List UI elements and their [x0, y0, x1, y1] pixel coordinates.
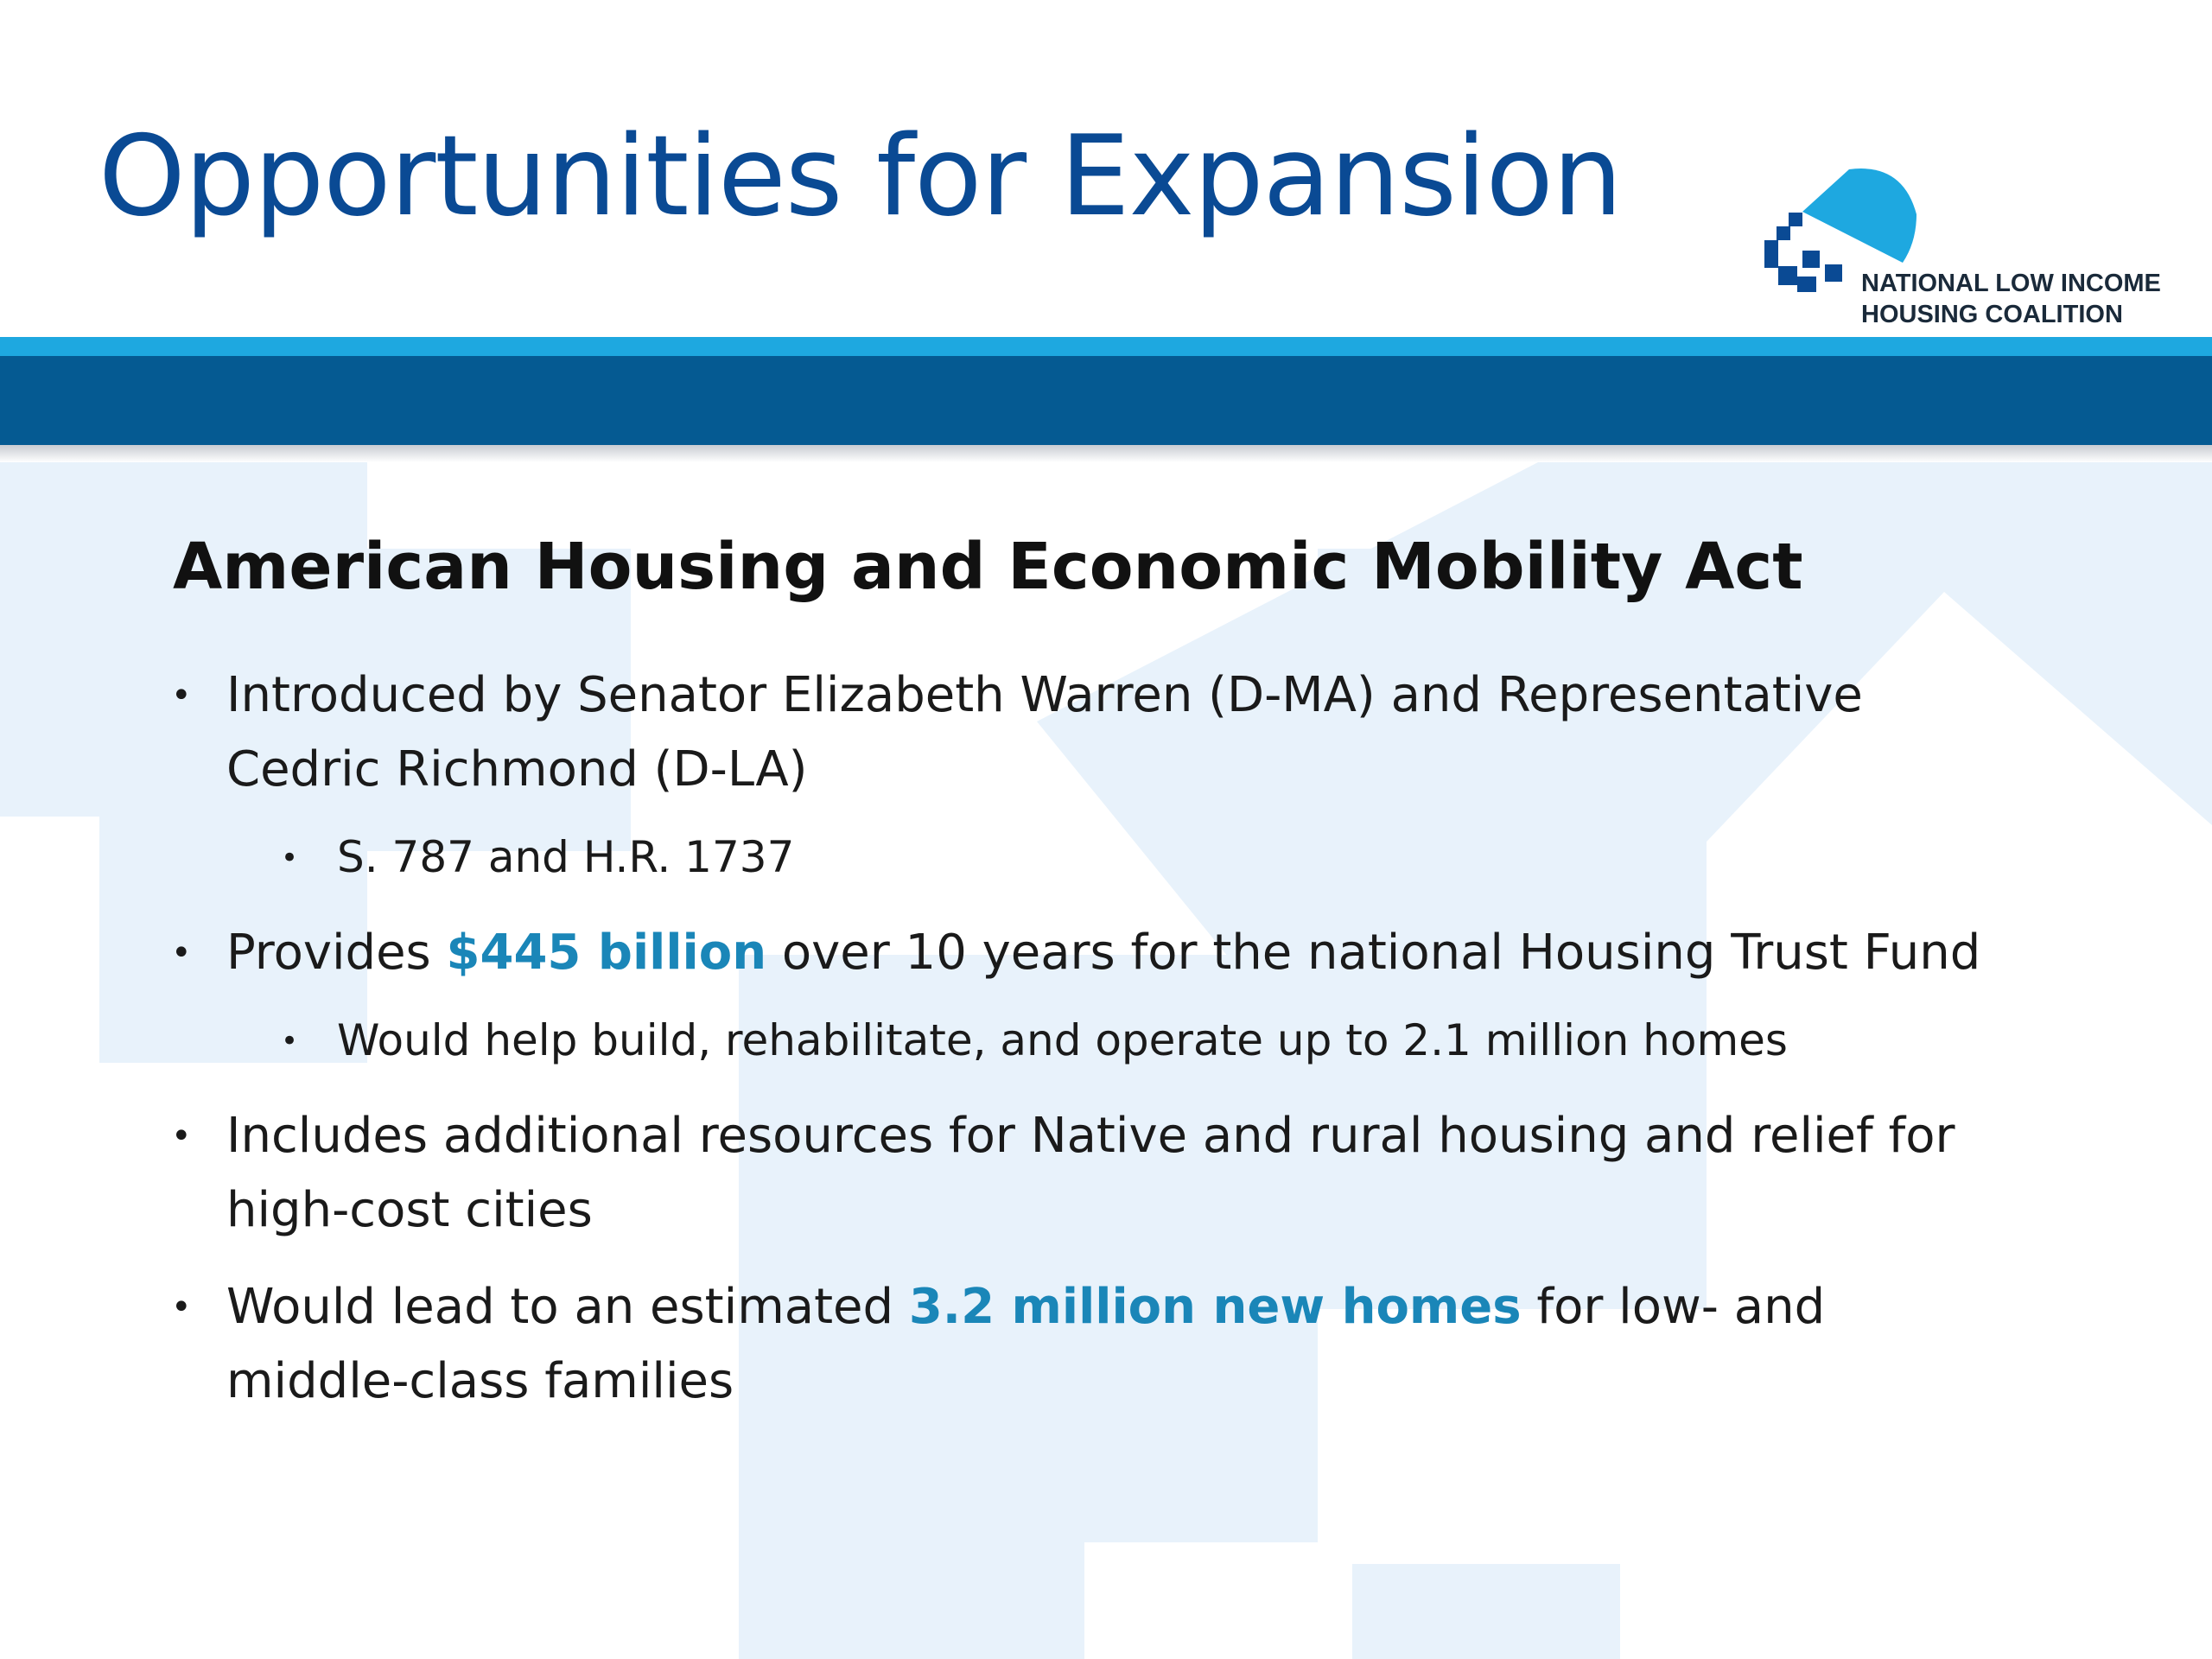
bullet-text-line: high-cost cities	[226, 1182, 593, 1238]
bullet-text-line: Cedric Richmond (D-LA)	[226, 741, 808, 798]
bullet-text-line: middle-class families	[226, 1353, 734, 1409]
bullet-text: Provides	[226, 925, 447, 981]
logo-line-2: HOUSING COALITION	[1861, 301, 2123, 328]
bullet-text: for low- and	[1521, 1279, 1826, 1335]
bullet-text: over 10 years for the national Housing Trust Fund	[766, 925, 1981, 981]
highlight-amount: $445 billion	[446, 925, 767, 981]
sub-bullet-marker: •	[281, 841, 299, 875]
page-title: Opportunities for Expansion	[99, 112, 1622, 241]
bullet-text-line: Includes additional resources for Native and rural housing and relief for	[226, 1108, 1955, 1164]
highlight-homes: 3.2 million new homes	[908, 1279, 1522, 1335]
sub-bullet-marker: •	[281, 1024, 299, 1058]
bullet-text: Would lead to an estimated	[226, 1279, 909, 1335]
bullet-text-line: Introduced by Senator Elizabeth Warren (D-MA) and Representative	[226, 667, 1863, 723]
bullet-marker: •	[171, 676, 192, 715]
sub-bullet-text: Would help build, rehabilitate, and operate up to 2.1 million homes	[337, 1015, 1788, 1065]
section-heading: American Housing and Economic Mobility Act	[173, 530, 1803, 604]
bullet-marker: •	[171, 1287, 192, 1327]
bullet-text-line	[226, 916, 1980, 990]
bullet-marker: •	[171, 933, 192, 973]
logo-line-1: NATIONAL LOW INCOME	[1861, 270, 2161, 297]
bullet-marker: •	[171, 1116, 192, 1156]
bullet-text-line	[226, 1270, 1825, 1344]
sub-bullet-text: S. 787 and H.R. 1737	[337, 832, 795, 882]
